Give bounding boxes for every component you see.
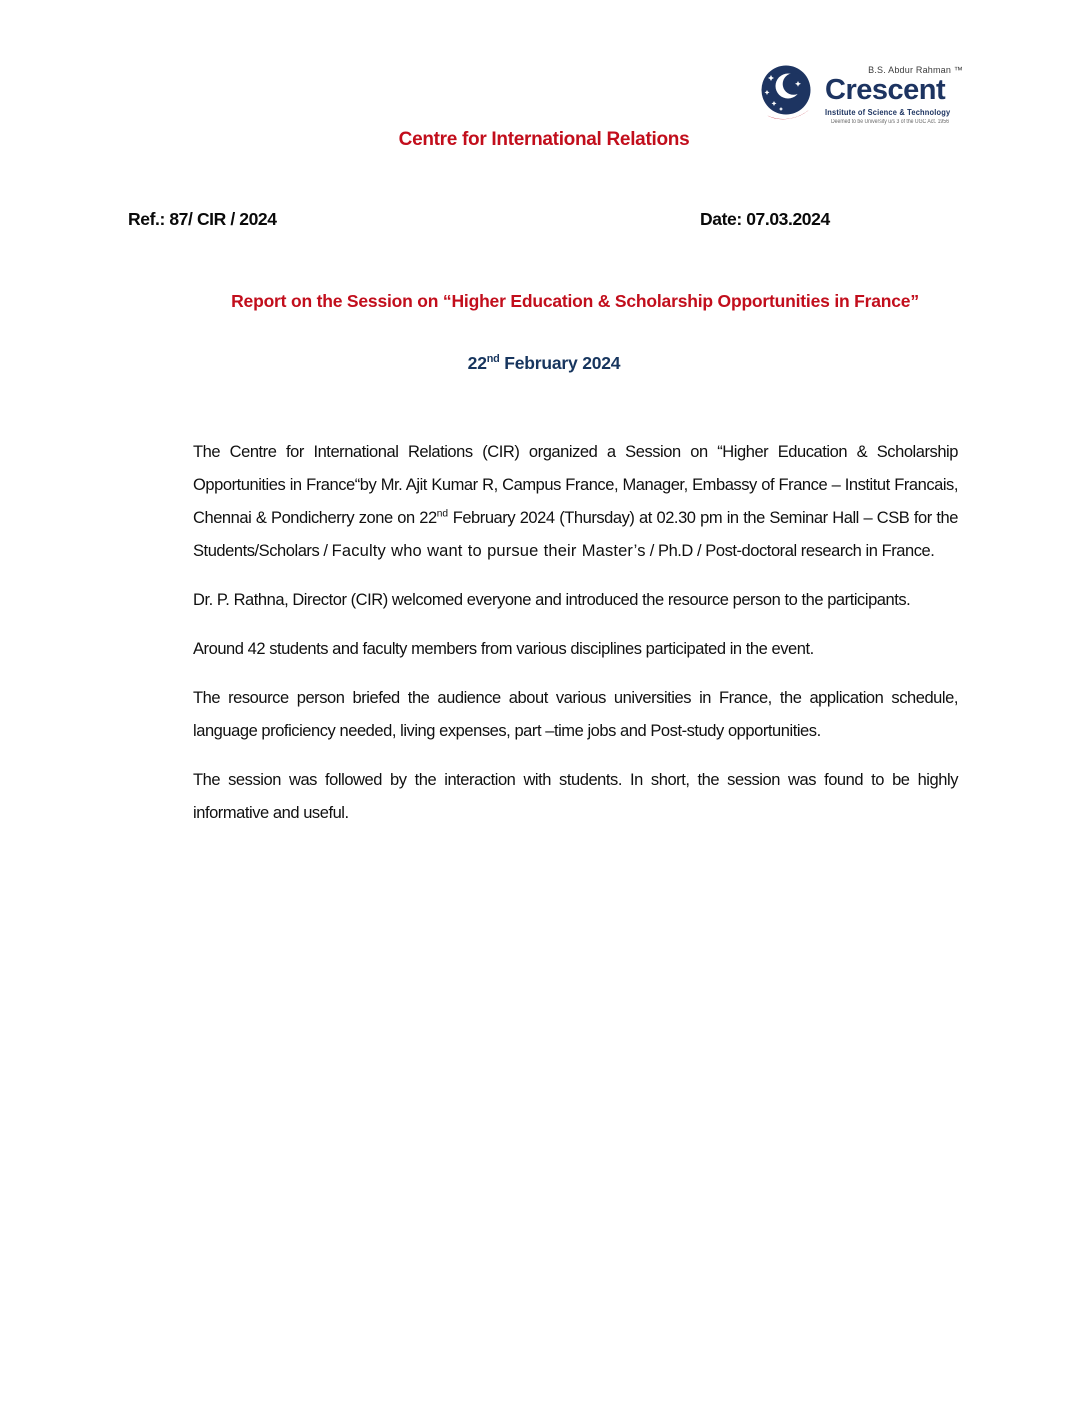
reference-number: Ref.: 87/ CIR / 2024 xyxy=(128,209,277,229)
report-body xyxy=(193,436,958,846)
document-date: Date: 07.03.2024 xyxy=(700,209,830,229)
paragraph-1: The Centre for International Relations (CIR) organized a Session on “Higher Education & Scholarship Opportunities in France“by Mr. Ajit Kumar R, Campus France, Manager, Embassy of France – Institut Francais, Chennai & Pondicherry zone on 22nd February 2024 (Thursday) at 02.30 pm in the Seminar Hall – CSB for the Students/Scholars / Faculty who want to pursue their Master’s / Ph.D / Post-doctoral research in France. xyxy=(193,443,958,560)
logo-text-block xyxy=(825,65,963,126)
paragraph-4: The resource person briefed the audience about various universities in France, the application schedule, language proficiency needed, living expenses, part –time jobs and Post-study opportunities. xyxy=(193,689,958,740)
session-date: 22nd February 2024 xyxy=(467,353,621,373)
report-title: Report on the Session on “Higher Education & Scholarship Opportunities in France” xyxy=(231,291,919,311)
crescent-emblem-icon xyxy=(756,64,818,126)
logo-tagline: Deemed to be University u/s 3 of the UGC Act. 1956 xyxy=(831,119,949,126)
paragraph-3: Around 42 students and faculty members from various disciplines participated in the event. xyxy=(193,640,814,658)
logo-name: Crescent xyxy=(825,73,946,106)
crescent-logo xyxy=(756,64,963,126)
ref-date-row xyxy=(128,209,960,233)
page-title: Centre for International Relations xyxy=(398,129,690,150)
paragraph-5: The session was followed by the interaction with students. In short, the session was found to be highly informative and useful. xyxy=(193,771,958,822)
logo-subtitle: Institute of Science & Technology xyxy=(825,107,951,118)
logo-trademark: B.S. Abdur Rahman ™ xyxy=(868,64,963,75)
paragraph-2: Dr. P. Rathna, Director (CIR) welcomed everyone and introduced the resource person to the participants. xyxy=(193,591,911,609)
